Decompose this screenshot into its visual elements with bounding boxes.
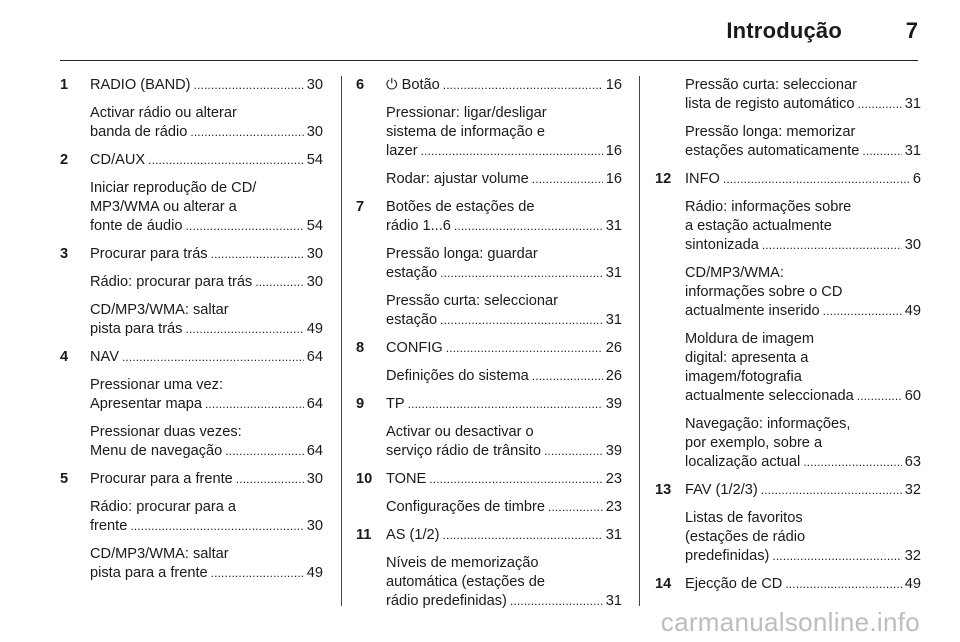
page-reference: 30	[904, 237, 921, 253]
dot-leader	[130, 517, 303, 536]
item-number: 9	[356, 396, 365, 412]
entry-text: predefinidas)	[685, 548, 770, 564]
page-reference: 16	[605, 77, 622, 93]
index-entry	[60, 273, 323, 292]
index-entry	[60, 76, 323, 95]
index-entry	[60, 348, 323, 367]
dot-leader	[440, 311, 603, 330]
index-entry	[655, 76, 921, 114]
entry-text: Procurar para trás	[90, 246, 208, 262]
entry-text: Pressionar: ligar/desligar	[386, 105, 547, 121]
index-entry	[655, 481, 921, 500]
index-column-2	[356, 76, 622, 620]
item-number: 14	[655, 576, 672, 592]
dot-leader	[194, 76, 304, 95]
entry-text: Rádio: informações sobre	[685, 199, 852, 215]
dot-leader	[440, 264, 603, 283]
page-reference: 49	[904, 303, 921, 319]
entry-text: MP3/WMA ou alterar a	[90, 199, 237, 215]
index-entry	[655, 575, 921, 594]
entry-text: Activar rádio ou alterar	[90, 105, 237, 121]
page-reference: 63	[904, 454, 921, 470]
page-reference: 54	[306, 218, 323, 234]
entry-text: Pressão longa: guardar	[386, 246, 538, 262]
page-reference: 49	[306, 321, 323, 337]
page-reference: 32	[904, 482, 921, 498]
page-reference: 31	[904, 143, 921, 159]
index-entry	[655, 330, 921, 406]
item-number: 13	[655, 482, 672, 498]
item-number: 3	[60, 246, 69, 262]
index-entry	[655, 170, 921, 189]
index-entry	[60, 470, 323, 489]
entry-text: Moldura de imagem	[685, 331, 814, 347]
page-reference: 30	[306, 77, 323, 93]
entry-text: banda de rádio	[90, 124, 188, 140]
column-divider	[341, 76, 342, 606]
index-entry	[60, 423, 323, 461]
entry-text: AS (1/2)	[386, 527, 440, 543]
dot-leader	[761, 481, 902, 500]
entry-text: automática (estações de	[386, 574, 545, 590]
item-number: 4	[60, 349, 69, 365]
dot-leader	[510, 592, 603, 611]
index-entry	[356, 104, 622, 161]
dot-leader	[408, 395, 603, 414]
index-entry	[60, 104, 323, 142]
page-reference: 49	[904, 576, 921, 592]
entry-text: Procurar para a frente	[90, 471, 233, 487]
item-number: 11	[356, 527, 372, 543]
dot-leader	[446, 339, 603, 358]
entry-text: lista de registo automático	[685, 96, 855, 112]
dot-leader	[857, 387, 902, 406]
index-entry	[356, 339, 622, 358]
index-entry	[356, 198, 622, 236]
page-reference: 39	[605, 443, 622, 459]
page-reference: 60	[904, 388, 921, 404]
index-entry	[60, 301, 323, 339]
index-entry	[356, 76, 622, 95]
index-entry	[60, 245, 323, 264]
index-entry	[60, 179, 323, 236]
item-number: 2	[60, 152, 69, 168]
page-reference: 30	[306, 518, 323, 534]
index-column-3	[655, 76, 921, 603]
index-entry	[655, 198, 921, 255]
dot-leader	[211, 245, 304, 264]
entry-text: por exemplo, sobre a	[685, 435, 823, 451]
dot-leader	[421, 142, 603, 161]
page-reference: 31	[904, 96, 921, 112]
dot-leader	[211, 564, 304, 583]
dot-leader	[205, 395, 304, 414]
entry-text: Menu de navegação	[90, 443, 223, 459]
item-number: 10	[356, 471, 373, 487]
dot-leader	[723, 170, 910, 189]
entry-text: frente	[90, 518, 128, 534]
index-entry	[356, 470, 622, 489]
dot-leader	[122, 348, 304, 367]
entry-text: Navegação: informações,	[685, 416, 851, 432]
entry-text: actualmente inserido	[685, 303, 820, 319]
page-reference: 32	[904, 548, 921, 564]
entry-text: Botões de estações de	[386, 199, 535, 215]
page-title: Introdução	[726, 18, 842, 43]
page-reference: 31	[605, 265, 622, 281]
item-number: 12	[655, 171, 672, 187]
entry-text: CD/MP3/WMA: saltar	[90, 302, 229, 318]
page-reference: 30	[306, 274, 323, 290]
entry-text: sintonizada	[685, 237, 759, 253]
index-entry	[655, 509, 921, 566]
entry-text: Apresentar mapa	[90, 396, 202, 412]
dot-leader	[225, 442, 304, 461]
entry-text: CD/MP3/WMA: saltar	[90, 546, 229, 562]
item-number: 5	[60, 471, 69, 487]
entry-text: rádio 1...6	[386, 218, 451, 234]
entry-text: serviço rádio de trânsito	[386, 443, 541, 459]
dot-leader	[190, 123, 303, 142]
index-column-1	[60, 76, 323, 592]
index-entry	[60, 151, 323, 170]
entry-text: CONFIG	[386, 340, 443, 356]
dot-leader	[532, 170, 603, 189]
index-entry	[356, 170, 622, 189]
entry-text: TONE	[386, 471, 427, 487]
dot-leader	[772, 547, 901, 566]
page-reference: 39	[605, 396, 622, 412]
header-divider	[60, 60, 918, 61]
entry-text: Pressão longa: memorizar	[685, 124, 856, 140]
dot-leader	[544, 442, 603, 461]
entry-text: sistema de informação e	[386, 124, 545, 140]
dot-leader	[762, 236, 902, 255]
entry-text: CD/AUX	[90, 152, 146, 168]
entry-text: Pressão curta: seleccionar	[685, 77, 857, 93]
index-entry	[60, 376, 323, 414]
index-entry	[356, 554, 622, 611]
entry-text: Níveis de memorização	[386, 555, 539, 571]
index-entry	[655, 123, 921, 161]
entry-text: imagem/fotografia	[685, 369, 802, 385]
column-divider	[639, 76, 640, 606]
entry-text: INFO	[685, 171, 720, 187]
entry-text: Configurações de timbre	[386, 499, 545, 515]
entry-text: estação	[386, 312, 438, 328]
entry-text: NAV	[90, 349, 119, 365]
entry-text: Activar ou desactivar o	[386, 424, 534, 440]
index-entry	[655, 264, 921, 321]
index-entry	[356, 367, 622, 386]
page-reference: 49	[306, 565, 323, 581]
dot-leader	[532, 367, 603, 386]
entry-text: pista para a frente	[90, 565, 208, 581]
entry-text: rádio predefinidas)	[386, 593, 507, 609]
entry-text: actualmente seleccionada	[685, 388, 854, 404]
dot-leader	[454, 217, 603, 236]
item-number: 8	[356, 340, 365, 356]
entry-text: RADIO (BAND)	[90, 77, 191, 93]
entry-text: Pressionar duas vezes:	[90, 424, 242, 440]
page-reference: 31	[605, 527, 622, 543]
entry-text: FAV (1/2/3)	[685, 482, 758, 498]
entry-text: TP	[386, 396, 405, 412]
entry-text: Rodar: ajustar volume	[386, 171, 529, 187]
dot-leader	[803, 453, 902, 472]
page-reference: 26	[605, 368, 622, 384]
entry-text: localização actual	[685, 454, 801, 470]
dot-leader	[236, 470, 304, 489]
index-entry	[356, 526, 622, 545]
index-entry	[356, 498, 622, 517]
dot-leader	[185, 320, 303, 339]
entry-text: Definições do sistema	[386, 368, 529, 384]
entry-text: Rádio: procurar para a	[90, 499, 237, 515]
dot-leader	[186, 217, 304, 236]
page-reference: 64	[306, 443, 323, 459]
page-reference: 6	[912, 171, 921, 187]
entry-text: digital: apresenta a	[685, 350, 809, 366]
page-reference: 31	[605, 593, 622, 609]
entry-text: estação	[386, 265, 438, 281]
index-entry	[60, 545, 323, 583]
entry-text: lazer	[386, 143, 418, 159]
dot-leader	[785, 575, 901, 594]
entry-text: Rádio: procurar para trás	[90, 274, 253, 290]
entry-text: CD/MP3/WMA:	[685, 265, 784, 281]
index-entry	[356, 423, 622, 461]
index-entry	[356, 292, 622, 330]
dot-leader	[255, 273, 304, 292]
page-reference: 30	[306, 124, 323, 140]
page-reference: 64	[306, 349, 323, 365]
dot-leader	[823, 302, 902, 321]
entry-text: Pressionar uma vez:	[90, 377, 224, 393]
entry-text: Ejecção de CD	[685, 576, 783, 592]
item-number: 1	[60, 77, 69, 93]
watermark: carmanualsonline.info	[660, 607, 920, 637]
entry-text: fonte de áudio	[90, 218, 183, 234]
index-entry	[356, 395, 622, 414]
dot-leader	[548, 498, 603, 517]
page-reference: 30	[306, 246, 323, 262]
dot-leader	[858, 95, 902, 114]
page-reference: 16	[605, 143, 622, 159]
item-number: 7	[356, 199, 365, 215]
page-reference: 23	[605, 499, 622, 515]
page-reference: 26	[605, 340, 622, 356]
page-reference: 16	[605, 171, 622, 187]
entry-text: (estações de rádio	[685, 529, 806, 545]
page-reference: 30	[306, 471, 323, 487]
page-reference: 23	[605, 471, 622, 487]
entry-text: ⏻ Botão	[386, 77, 440, 93]
page-number: 7	[905, 18, 918, 43]
entry-text: Pressão curta: seleccionar	[386, 293, 558, 309]
dot-leader	[443, 76, 603, 95]
index-entry	[655, 415, 921, 472]
entry-text: Iniciar reprodução de CD/	[90, 180, 257, 196]
entry-text: a estação actualmente	[685, 218, 832, 234]
index-entry	[60, 498, 323, 536]
entry-text: informações sobre o CD	[685, 284, 843, 300]
entry-text: Listas de favoritos	[685, 510, 803, 526]
page-reference: 54	[306, 152, 323, 168]
dot-leader	[862, 142, 901, 161]
index-entry	[356, 245, 622, 283]
entry-text: estações automaticamente	[685, 143, 860, 159]
page-reference: 31	[605, 218, 622, 234]
entry-text: pista para trás	[90, 321, 183, 337]
page-reference: 64	[306, 396, 323, 412]
dot-leader	[429, 470, 602, 489]
dot-leader	[443, 526, 603, 545]
item-number: 6	[356, 77, 365, 93]
dot-leader	[148, 151, 304, 170]
page-reference: 31	[605, 312, 622, 328]
